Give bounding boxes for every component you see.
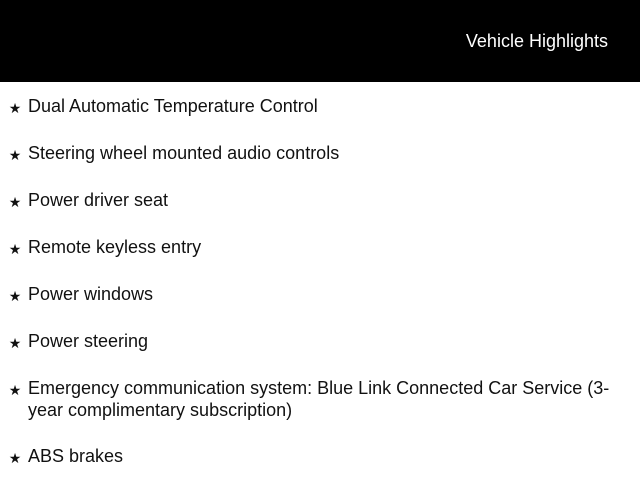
list-item-text: ABS brakes [28,446,124,466]
star-icon: ★ [8,382,22,398]
star-icon: ★ [8,147,22,163]
list-item-text: Power driver seat [28,190,169,210]
list-item-text: Remote keyless entry [28,237,202,257]
header-bar [0,0,640,82]
list-item-text: Dual Automatic Temperature Control [28,96,318,116]
star-icon: ★ [8,241,22,257]
star-icon: ★ [8,335,22,351]
list-item-text: Emergency communication system: Blue Link Connected Car Service (3-year complimentary subscription) [28,378,610,420]
star-icon: ★ [8,100,22,116]
star-icon: ★ [8,288,22,304]
list-item-text: Steering wheel mounted audio controls [28,143,340,163]
page-title: Vehicle Highlights [465,31,608,51]
list-item-text: Power windows [28,284,154,304]
star-icon: ★ [8,450,22,466]
list-item-text: Power steering [28,331,149,351]
star-icon: ★ [8,194,22,210]
